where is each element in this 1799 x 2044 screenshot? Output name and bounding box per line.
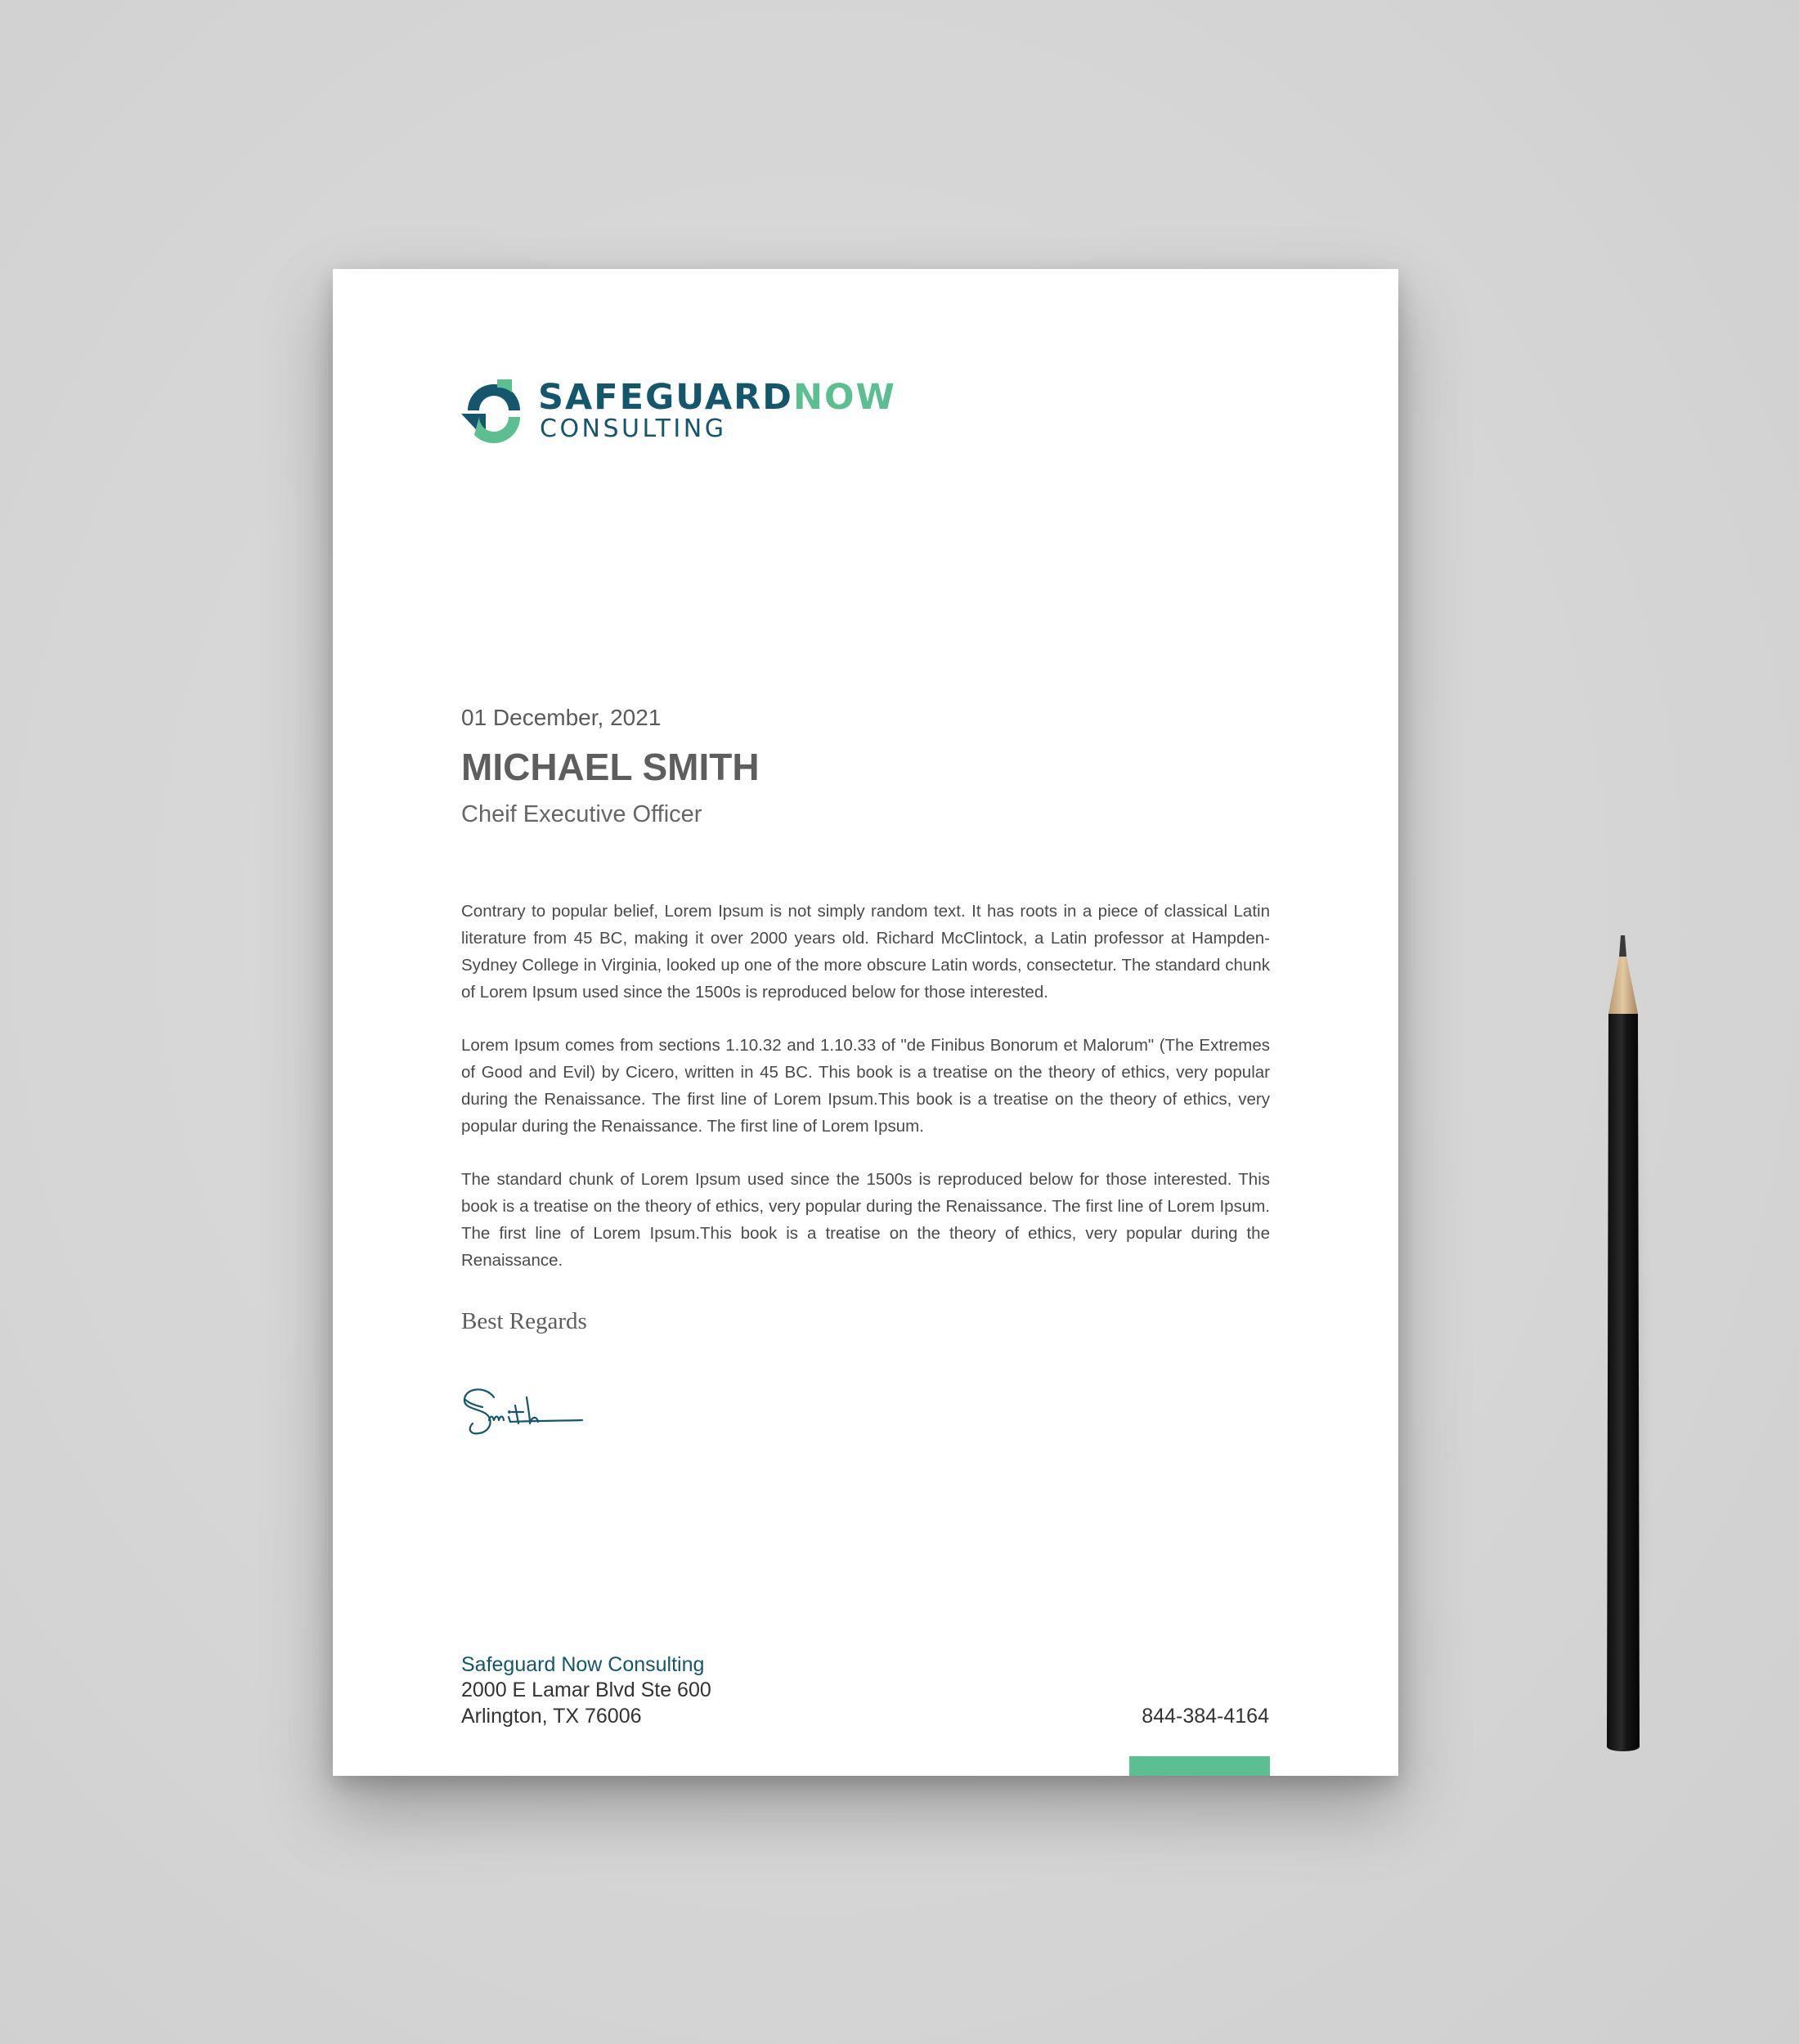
body-paragraph-2: Lorem Ipsum comes from sections 1.10.32 and 1.10.33 of "de Finibus Bonorum et Malorum" (The Extremes of Good and Evil) by Cicero, written in 45 BC. This book is a treatise on the theory of ethics, very popular during the Renaissance. The first line of Lorem Ipsum.This book is a treatise on the theory of ethics, very popular during the Renaissance. The first line of Lorem Ipsum.: [461, 1036, 1270, 1136]
body-paragraph-3: The standard chunk of Lorem Ipsum used since the 1500s is reproduced below for those interested. This book is a treatise on the theory of ethics, very popular during the Renaissance. The first line of Lorem Ipsum. The first line of Lorem Ipsum.This book is a treatise on the theory of ethics, very popular during the Renaissance.: [461, 1170, 1270, 1270]
closing-text: Best Regards: [461, 1308, 587, 1334]
pencil-icon: [1599, 932, 1648, 1758]
letter-body: [461, 898, 1270, 1300]
letter-sheet: [333, 269, 1398, 1776]
logo-word-consulting: CONSULTING: [540, 415, 727, 443]
logo-wordmark-top: [538, 378, 896, 417]
footer-address-line-2: Arlington, TX 76006: [461, 1705, 642, 1728]
handwritten-signature-icon: [461, 1381, 584, 1442]
body-paragraph-1: Contrary to popular belief, Lorem Ipsum is not simply random text. It has roots in a piece of classical Latin literature from 45 BC, making it over 2000 years old. Richard McClintock, a Latin professor at Hampden-Sydney College in Virginia, looked up one of the more obscure Latin words, consectetur. The standard chunk of Lorem Ipsum used since the 1500s is reproduced below for those interested.: [461, 902, 1270, 1002]
shield-circle-logo-icon: [461, 378, 527, 445]
logo-word-safeguard: SAFEGUARD: [538, 377, 793, 418]
recipient-name: MICHAEL SMITH: [461, 746, 760, 788]
letter-date: 01 December, 2021: [461, 705, 662, 730]
recipient-title: Cheif Executive Officer: [461, 801, 702, 827]
footer-phone: 844-384-4164: [1142, 1705, 1269, 1728]
footer-address-line-1: 2000 E Lamar Blvd Ste 600: [461, 1679, 711, 1701]
logo-word-now: NOW: [792, 377, 896, 418]
footer-accent-bar: [1129, 1756, 1270, 1776]
company-logo: [461, 377, 896, 451]
footer-company-name: Safeguard Now Consulting: [461, 1653, 705, 1676]
